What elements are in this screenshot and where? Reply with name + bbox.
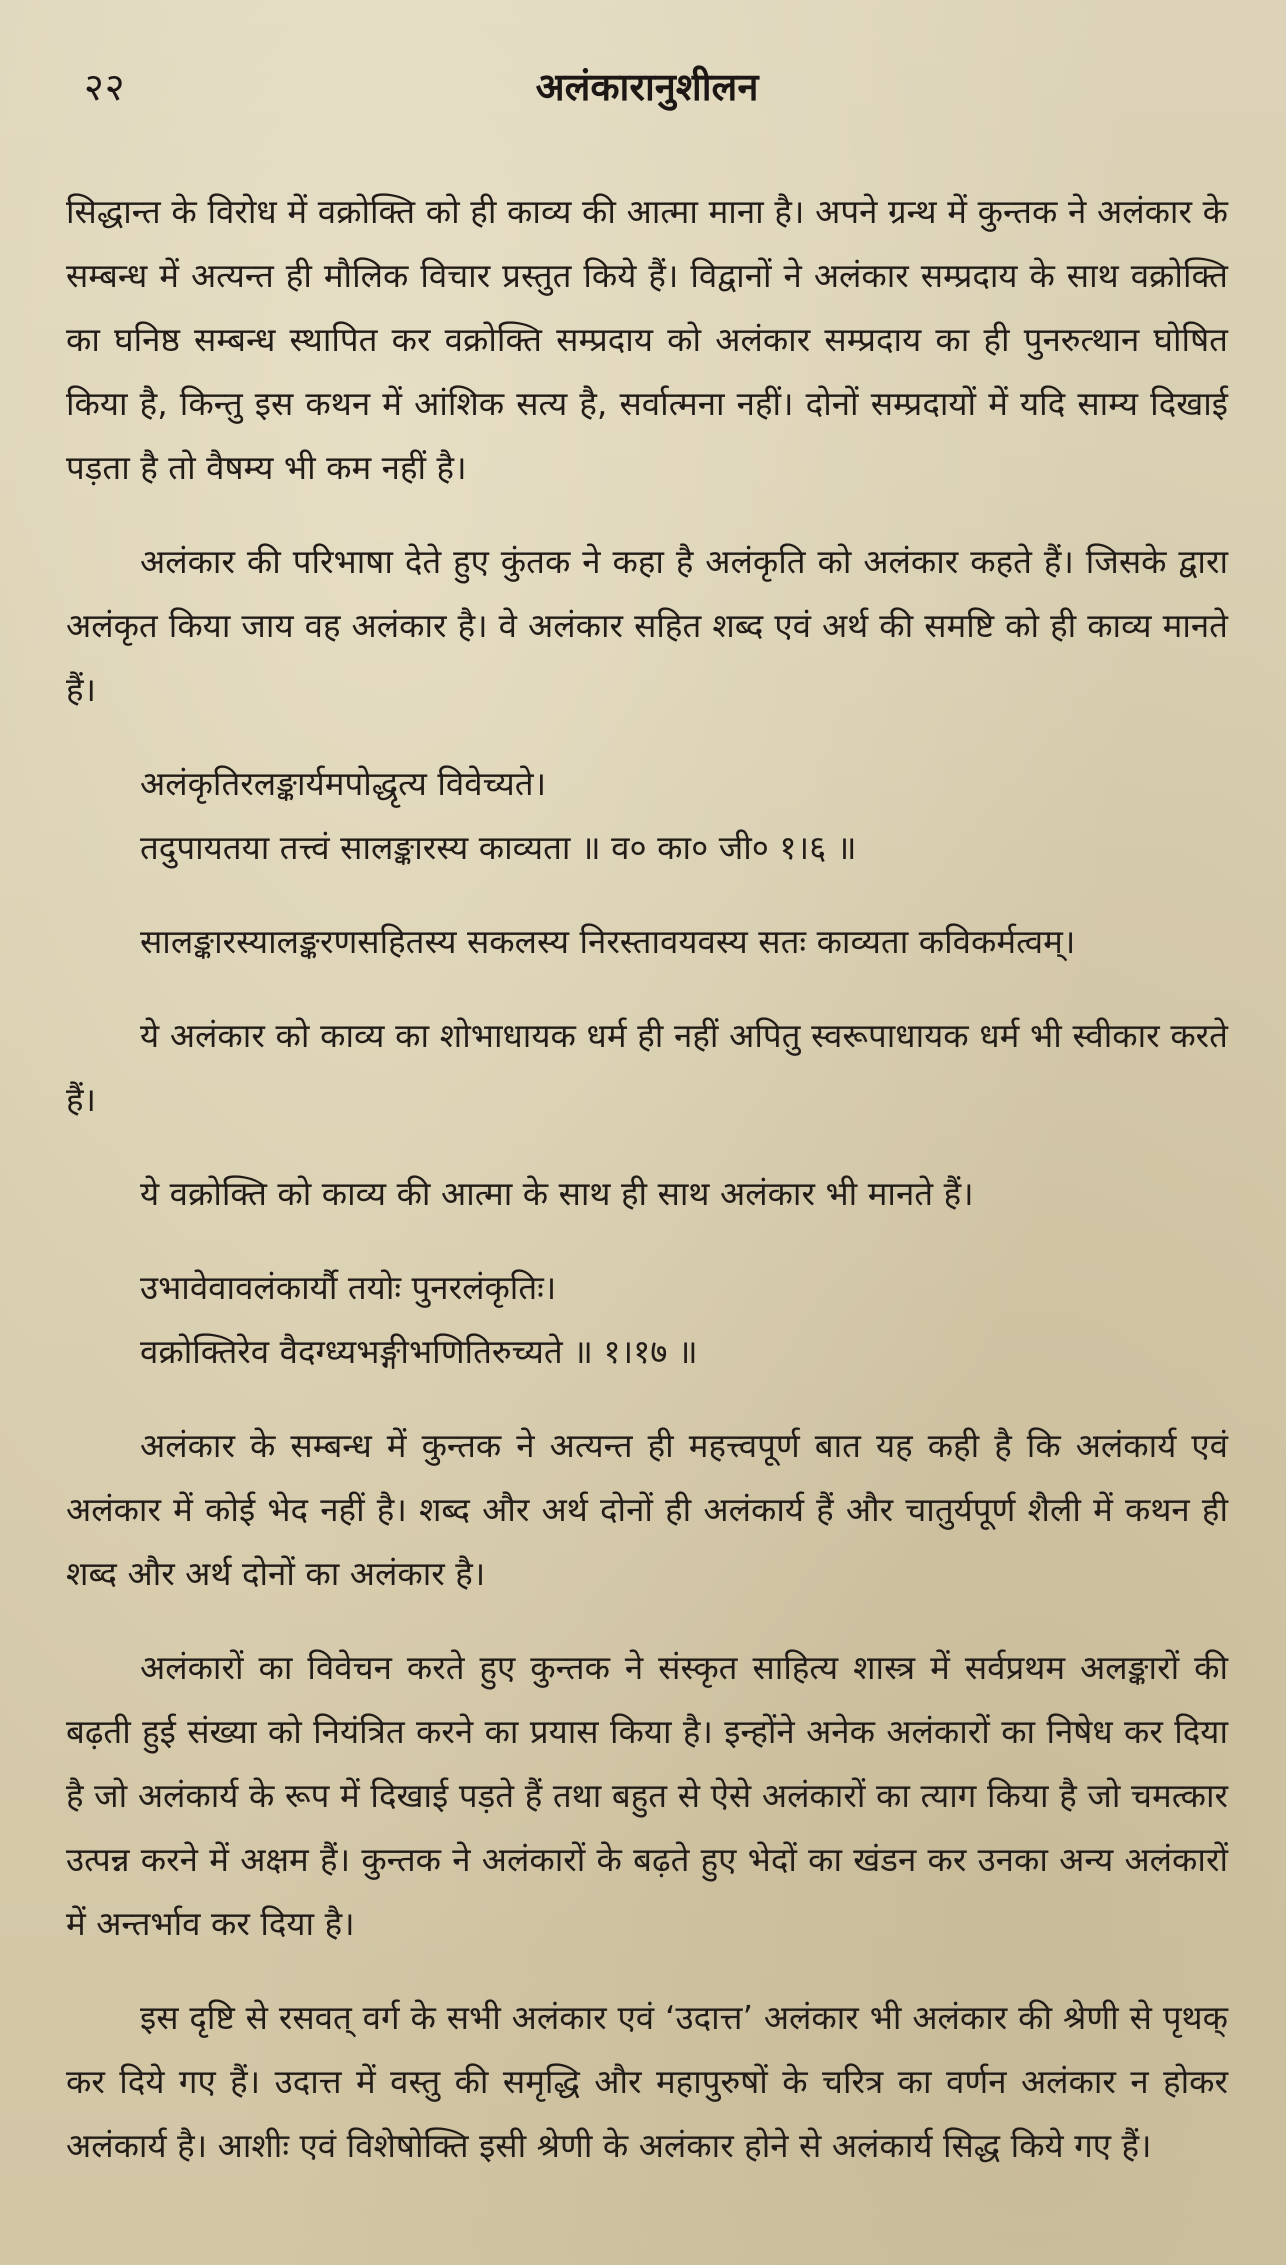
verse-line: वक्रोक्तिरेव वैदग्ध्यभङ्गीभणितिरुच्यते ॥ १।१७ ॥ [140, 1332, 698, 1371]
sanskrit-verse [66, 1256, 1228, 1384]
paragraph: सिद्धान्त के विरोध में वक्रोक्ति को ही काव्य की आत्मा माना है। अपने ग्रन्थ में कुन्तक ने अलंकार के सम्बन्ध में अत्यन्त ही मौलिक विचार प्रस्तुत किये हैं। विद्वानों ने अलंकार सम्प्रदाय के साथ वक्रोक्ति का घनिष्ठ सम्बन्ध स्थापित कर वक्रोक्ति सम्प्रदाय को अलंकार सम्प्रदाय का ही पुनरुत्थान घोषित किया है, किन्तु इस कथन में आंशिक सत्य है, सर्वात्मना नहीं। दोनों सम्प्रदायों में यदि साम्य दिखाई पड़ता है तो वैषम्य भी कम नहीं है। [66, 192, 1228, 487]
sanskrit-verse [66, 752, 1228, 880]
paragraph: इस दृष्टि से रसवत् वर्ग के सभी अलंकार एवं ‘उदात्त’ अलंकार भी अलंकार की श्रेणी से पृथक् कर दिये गए हैं। उदात्त में वस्तु की समृद्धि और महापुरुषों के चरित्र का वर्णन अलंकार न होकर अलंकार्य है। आशीः एवं विशेषोक्ति इसी श्रेणी के अलंकार होने से अलंकार्य सिद्ध किये गए हैं। [66, 1998, 1228, 2165]
paragraph: सालङ्कारस्यालङ्करणसहितस्य सकलस्य निरस्तावयवस्य सतः काव्यता कविकर्मत्वम्। [140, 922, 1076, 961]
page-header [66, 52, 1228, 122]
verse-line: उभावेवावलंकार्यौ तयोः पुनरलंकृतिः। [140, 1268, 557, 1307]
paragraph: अलंकारों का विवेचन करते हुए कुन्तक ने संस्कृत साहित्य शास्त्र में सर्वप्रथम अलङ्कारों की बढ़ती हुई संख्या को नियंत्रित करने का प्रयास किया है। इन्होंने अनेक अलंकारों का निषेध कर दिया है जो अलंकार्य के रूप में दिखाई पड़ते हैं तथा बहुत से ऐसे अलंकारों का त्याग किया है जो चमत्कार उत्पन्न करने में अक्षम हैं। कुन्तक ने अलंकारों के बढ़ते हुए भेदों का खंडन कर उनका अन्य अलंकारों में अन्तर्भाव कर दिया है। [66, 1648, 1228, 1943]
paragraph: ये वक्रोक्ति को काव्य की आत्मा के साथ ही साथ अलंकार भी मानते हैं। [140, 1174, 974, 1213]
page-body [66, 180, 1228, 2178]
paragraph: ये अलंकार को काव्य का शोभाधायक धर्म ही नहीं अपितु स्वरूपाधायक धर्म भी स्वीकार करते हैं। [66, 1016, 1228, 1119]
page-number: २२ [84, 65, 126, 109]
paragraph: अलंकार की परिभाषा देते हुए कुंतक ने कहा है अलंकृति को अलंकार कहते हैं। जिसके द्वारा अलंकृत किया जाय वह अलंकार है। वे अलंकार सहित शब्द एवं अर्थ की समष्टि को ही काव्य मानते हैं। [66, 542, 1228, 709]
paragraph: अलंकार के सम्बन्ध में कुन्तक ने अत्यन्त ही महत्त्वपूर्ण बात यह कही है कि अलंकार्य एवं अलंकार में कोई भेद नहीं है। शब्द और अर्थ दोनों ही अलंकार्य हैं और चातुर्यपूर्ण शैली में कथन ही शब्द और अर्थ दोनों का अलंकार है। [66, 1426, 1228, 1593]
verse-line: अलंकृतिरलङ्कार्यमपोद्धृत्य विवेच्यते। [140, 764, 547, 803]
running-title: अलंकारानुशीलन [535, 65, 759, 109]
verse-line: तदुपायतया तत्त्वं सालङ्कारस्य काव्यता ॥ व० का० जी० १।६ ॥ [140, 828, 857, 867]
